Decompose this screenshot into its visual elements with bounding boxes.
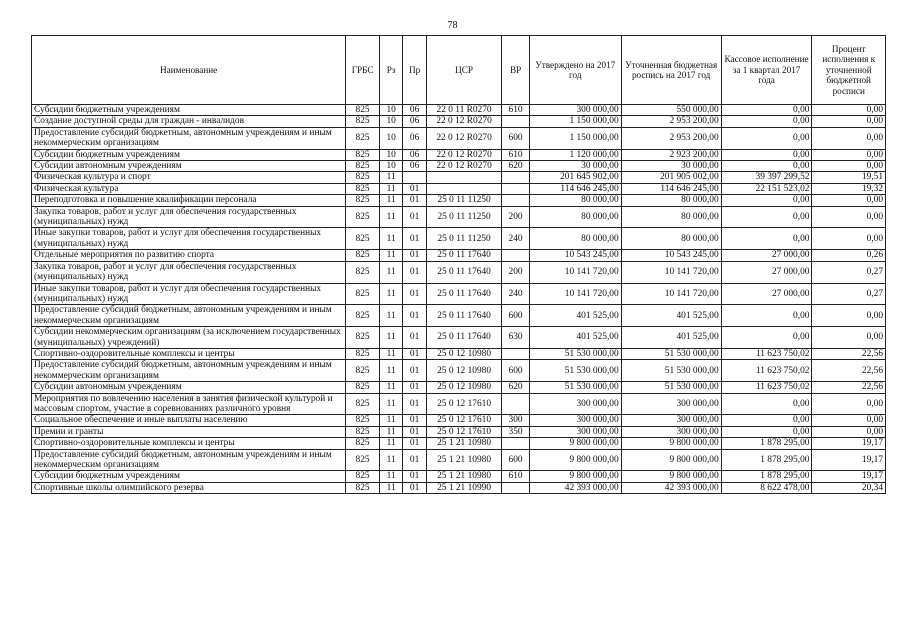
table-row bbox=[32, 127, 886, 149]
cell-pr: 01 bbox=[403, 415, 426, 426]
cell-refined: 9 800 000,00 bbox=[621, 471, 721, 482]
cell-approved: 300 000,00 bbox=[529, 415, 621, 426]
cell-name: Субсидии бюджетным учреждениям bbox=[32, 149, 346, 160]
cell-name: Создание доступной среды для граждан - инвалидов bbox=[32, 116, 346, 127]
cell-grbs: 825 bbox=[346, 105, 380, 116]
cell-vr: 630 bbox=[502, 327, 530, 349]
cell-percent: 0,00 bbox=[812, 327, 886, 349]
cell-approved: 1 150 000,00 bbox=[529, 116, 621, 127]
cell-cash: 11 623 750,02 bbox=[721, 360, 812, 382]
cell-pr: 06 bbox=[403, 105, 426, 116]
cell-grbs: 825 bbox=[346, 283, 380, 305]
cell-refined: 51 530 000,00 bbox=[621, 382, 721, 393]
cell-grbs: 825 bbox=[346, 261, 380, 283]
cell-rz: 11 bbox=[379, 482, 402, 493]
cell-name: Премии и гранты bbox=[32, 426, 346, 437]
table-row bbox=[32, 149, 886, 160]
cell-approved: 9 800 000,00 bbox=[529, 438, 621, 449]
cell-rz: 11 bbox=[379, 327, 402, 349]
cell-cash: 0,00 bbox=[721, 161, 812, 172]
table-row bbox=[32, 261, 886, 283]
cell-vr bbox=[502, 348, 530, 359]
cell-grbs: 825 bbox=[346, 228, 380, 250]
cell-rz: 10 bbox=[379, 105, 402, 116]
header-grbs: ГРБС bbox=[346, 36, 380, 105]
cell-csr: 25 1 21 10980 bbox=[426, 471, 502, 482]
cell-pr: 01 bbox=[403, 382, 426, 393]
cell-approved: 10 141 720,00 bbox=[529, 283, 621, 305]
cell-csr: 25 1 21 10980 bbox=[426, 438, 502, 449]
cell-csr: 25 1 21 10990 bbox=[426, 482, 502, 493]
table-row bbox=[32, 426, 886, 437]
table-row bbox=[32, 250, 886, 261]
cell-cash: 0,00 bbox=[721, 426, 812, 437]
cell-vr: 600 bbox=[502, 449, 530, 471]
cell-cash: 0,00 bbox=[721, 195, 812, 206]
cell-csr: 25 0 12 17610 bbox=[426, 426, 502, 437]
table-row bbox=[32, 183, 886, 194]
cell-percent: 0,00 bbox=[812, 161, 886, 172]
cell-percent: 0,00 bbox=[812, 415, 886, 426]
cell-vr: 600 bbox=[502, 127, 530, 149]
cell-cash: 11 623 750,02 bbox=[721, 382, 812, 393]
cell-name: Иные закупки товаров, работ и услуг для обеспечения государственных (муниципальных) нужд bbox=[32, 283, 346, 305]
cell-vr bbox=[502, 438, 530, 449]
cell-pr: 01 bbox=[403, 393, 426, 415]
cell-vr: 600 bbox=[502, 360, 530, 382]
cell-csr: 25 1 21 10980 bbox=[426, 449, 502, 471]
cell-percent: 19,17 bbox=[812, 438, 886, 449]
cell-name: Субсидии бюджетным учреждениям bbox=[32, 471, 346, 482]
cell-rz: 11 bbox=[379, 393, 402, 415]
cell-refined: 9 800 000,00 bbox=[621, 438, 721, 449]
cell-vr: 600 bbox=[502, 305, 530, 327]
table-row bbox=[32, 482, 886, 493]
cell-refined: 9 800 000,00 bbox=[621, 449, 721, 471]
cell-csr: 22 0 12 R0270 bbox=[426, 127, 502, 149]
cell-pr bbox=[403, 172, 426, 183]
cell-csr: 25 0 12 10980 bbox=[426, 348, 502, 359]
cell-pr: 01 bbox=[403, 482, 426, 493]
cell-cash: 8 622 478,00 bbox=[721, 482, 812, 493]
cell-grbs: 825 bbox=[346, 438, 380, 449]
cell-csr: 25 0 11 17640 bbox=[426, 283, 502, 305]
cell-cash: 0,00 bbox=[721, 327, 812, 349]
cell-rz: 11 bbox=[379, 449, 402, 471]
cell-pr: 01 bbox=[403, 206, 426, 228]
cell-name: Предоставление субсидий бюджетным, автономным учреждениям и иным некоммерческим организациям bbox=[32, 449, 346, 471]
cell-name: Спортивно-оздоровительные комплексы и центры bbox=[32, 348, 346, 359]
cell-name: Предоставление субсидий бюджетным, автономным учреждениям и иным некоммерческим организациям bbox=[32, 305, 346, 327]
cell-refined: 300 000,00 bbox=[621, 393, 721, 415]
cell-refined: 51 530 000,00 bbox=[621, 348, 721, 359]
cell-name: Предоставление субсидий бюджетным, автономным учреждениям и иным некоммерческим организациям bbox=[32, 360, 346, 382]
cell-pr: 01 bbox=[403, 348, 426, 359]
cell-refined: 42 393 000,00 bbox=[621, 482, 721, 493]
cell-vr: 610 bbox=[502, 149, 530, 160]
cell-percent: 0,00 bbox=[812, 149, 886, 160]
table-row bbox=[32, 415, 886, 426]
cell-rz: 11 bbox=[379, 250, 402, 261]
cell-cash: 0,00 bbox=[721, 228, 812, 250]
cell-grbs: 825 bbox=[346, 382, 380, 393]
cell-grbs: 825 bbox=[346, 348, 380, 359]
cell-csr: 25 0 12 10980 bbox=[426, 360, 502, 382]
cell-cash: 1 878 295,00 bbox=[721, 438, 812, 449]
cell-rz: 11 bbox=[379, 261, 402, 283]
cell-csr: 25 0 11 11250 bbox=[426, 228, 502, 250]
cell-pr: 06 bbox=[403, 149, 426, 160]
cell-name: Субсидии автономным учреждениям bbox=[32, 161, 346, 172]
cell-refined: 51 530 000,00 bbox=[621, 360, 721, 382]
table-row bbox=[32, 360, 886, 382]
cell-grbs: 825 bbox=[346, 149, 380, 160]
cell-name: Предоставление субсидий бюджетным, автономным учреждениям и иным некоммерческим организациям bbox=[32, 127, 346, 149]
header-approved: Утверждено на 2017 год bbox=[529, 36, 621, 105]
cell-cash: 27 000,00 bbox=[721, 283, 812, 305]
cell-percent: 0,00 bbox=[812, 195, 886, 206]
cell-approved: 42 393 000,00 bbox=[529, 482, 621, 493]
cell-name: Физическая культура bbox=[32, 183, 346, 194]
cell-rz: 11 bbox=[379, 382, 402, 393]
table-row bbox=[32, 283, 886, 305]
cell-refined: 401 525,00 bbox=[621, 305, 721, 327]
cell-percent: 19,32 bbox=[812, 183, 886, 194]
cell-refined: 201 905 002,00 bbox=[621, 172, 721, 183]
cell-name: Субсидии бюджетным учреждениям bbox=[32, 105, 346, 116]
page-number: 78 bbox=[447, 20, 458, 31]
cell-csr: 25 0 11 17640 bbox=[426, 250, 502, 261]
cell-csr: 25 0 11 11250 bbox=[426, 195, 502, 206]
cell-name: Спортивные школы олимпийского резерва bbox=[32, 482, 346, 493]
cell-cash: 39 397 299,52 bbox=[721, 172, 812, 183]
cell-rz: 11 bbox=[379, 228, 402, 250]
table-row bbox=[32, 206, 886, 228]
cell-csr: 22 0 12 R0270 bbox=[426, 149, 502, 160]
cell-vr bbox=[502, 250, 530, 261]
header-cash: Кассовое исполнение за 1 квартал 2017 года bbox=[721, 36, 812, 105]
cell-pr: 01 bbox=[403, 426, 426, 437]
cell-grbs: 825 bbox=[346, 426, 380, 437]
cell-percent: 0,00 bbox=[812, 206, 886, 228]
cell-percent: 19,17 bbox=[812, 449, 886, 471]
cell-csr: 25 0 12 10980 bbox=[426, 382, 502, 393]
cell-pr: 01 bbox=[403, 195, 426, 206]
cell-cash: 0,00 bbox=[721, 393, 812, 415]
header-name: Наименование bbox=[32, 36, 346, 105]
cell-pr: 01 bbox=[403, 438, 426, 449]
cell-refined: 300 000,00 bbox=[621, 415, 721, 426]
table-row bbox=[32, 438, 886, 449]
cell-vr: 240 bbox=[502, 283, 530, 305]
cell-csr: 25 0 12 17610 bbox=[426, 415, 502, 426]
cell-approved: 10 543 245,00 bbox=[529, 250, 621, 261]
cell-vr bbox=[502, 393, 530, 415]
cell-vr: 240 bbox=[502, 228, 530, 250]
cell-grbs: 825 bbox=[346, 116, 380, 127]
cell-vr bbox=[502, 482, 530, 493]
cell-name: Спортивно-оздоровительные комплексы и центры bbox=[32, 438, 346, 449]
cell-grbs: 825 bbox=[346, 250, 380, 261]
cell-percent: 0,00 bbox=[812, 228, 886, 250]
cell-refined: 114 646 245,00 bbox=[621, 183, 721, 194]
cell-refined: 2 953 200,00 bbox=[621, 127, 721, 149]
cell-approved: 9 800 000,00 bbox=[529, 471, 621, 482]
cell-rz: 11 bbox=[379, 438, 402, 449]
cell-rz: 11 bbox=[379, 415, 402, 426]
cell-name: Субсидии автономным учреждениям bbox=[32, 382, 346, 393]
cell-approved: 114 646 245,00 bbox=[529, 183, 621, 194]
cell-cash: 27 000,00 bbox=[721, 261, 812, 283]
table-row bbox=[32, 228, 886, 250]
cell-refined: 10 543 245,00 bbox=[621, 250, 721, 261]
cell-grbs: 825 bbox=[346, 471, 380, 482]
cell-pr: 01 bbox=[403, 305, 426, 327]
cell-pr: 01 bbox=[403, 449, 426, 471]
cell-pr: 01 bbox=[403, 261, 426, 283]
cell-approved: 300 000,00 bbox=[529, 426, 621, 437]
cell-rz: 11 bbox=[379, 283, 402, 305]
cell-approved: 80 000,00 bbox=[529, 206, 621, 228]
cell-approved: 80 000,00 bbox=[529, 228, 621, 250]
cell-percent: 0,00 bbox=[812, 393, 886, 415]
cell-csr: 25 0 12 17610 bbox=[426, 393, 502, 415]
cell-csr bbox=[426, 172, 502, 183]
header-pr: Пр bbox=[403, 36, 426, 105]
table-row bbox=[32, 471, 886, 482]
cell-percent: 22,56 bbox=[812, 348, 886, 359]
cell-refined: 80 000,00 bbox=[621, 206, 721, 228]
cell-grbs: 825 bbox=[346, 305, 380, 327]
cell-name: Закупка товаров, работ и услуг для обеспечения государственных (муниципальных) нужд bbox=[32, 261, 346, 283]
cell-pr: 06 bbox=[403, 127, 426, 149]
cell-vr: 300 bbox=[502, 415, 530, 426]
table-row bbox=[32, 172, 886, 183]
cell-vr: 610 bbox=[502, 105, 530, 116]
cell-name: Закупка товаров, работ и услуг для обеспечения государственных (муниципальных) нужд bbox=[32, 206, 346, 228]
cell-csr: 25 0 11 11250 bbox=[426, 206, 502, 228]
cell-approved: 201 645 902,00 bbox=[529, 172, 621, 183]
cell-csr: 25 0 11 17640 bbox=[426, 305, 502, 327]
table-row bbox=[32, 105, 886, 116]
cell-percent: 0,26 bbox=[812, 250, 886, 261]
cell-percent: 0,00 bbox=[812, 127, 886, 149]
table-row bbox=[32, 327, 886, 349]
cell-grbs: 825 bbox=[346, 415, 380, 426]
cell-percent: 0,00 bbox=[812, 116, 886, 127]
header-percent: Процент исполнения к уточненной бюджетной росписи bbox=[812, 36, 886, 105]
cell-cash: 27 000,00 bbox=[721, 250, 812, 261]
cell-refined: 10 141 720,00 bbox=[621, 283, 721, 305]
cell-refined: 80 000,00 bbox=[621, 195, 721, 206]
cell-rz: 10 bbox=[379, 116, 402, 127]
cell-vr: 200 bbox=[502, 206, 530, 228]
cell-approved: 51 530 000,00 bbox=[529, 360, 621, 382]
cell-refined: 550 000,00 bbox=[621, 105, 721, 116]
cell-approved: 300 000,00 bbox=[529, 393, 621, 415]
cell-rz: 10 bbox=[379, 127, 402, 149]
cell-percent: 0,27 bbox=[812, 283, 886, 305]
cell-grbs: 825 bbox=[346, 206, 380, 228]
table-header-row bbox=[32, 36, 886, 105]
cell-percent: 19,17 bbox=[812, 471, 886, 482]
cell-cash: 0,00 bbox=[721, 415, 812, 426]
cell-rz: 11 bbox=[379, 172, 402, 183]
cell-rz: 11 bbox=[379, 348, 402, 359]
cell-approved: 401 525,00 bbox=[529, 305, 621, 327]
cell-pr: 01 bbox=[403, 283, 426, 305]
budget-table bbox=[31, 35, 886, 494]
cell-vr: 200 bbox=[502, 261, 530, 283]
cell-rz: 11 bbox=[379, 305, 402, 327]
cell-rz: 11 bbox=[379, 183, 402, 194]
cell-rz: 11 bbox=[379, 426, 402, 437]
cell-pr: 01 bbox=[403, 250, 426, 261]
table-body bbox=[32, 105, 886, 494]
cell-cash: 0,00 bbox=[721, 305, 812, 327]
cell-approved: 401 525,00 bbox=[529, 327, 621, 349]
cell-approved: 51 530 000,00 bbox=[529, 382, 621, 393]
cell-vr: 620 bbox=[502, 161, 530, 172]
header-refined: Уточненная бюджетная роспись на 2017 год bbox=[621, 36, 721, 105]
cell-name: Переподготовка и повышение квалификации персонала bbox=[32, 195, 346, 206]
cell-approved: 10 141 720,00 bbox=[529, 261, 621, 283]
cell-refined: 2 953 200,00 bbox=[621, 116, 721, 127]
cell-vr: 620 bbox=[502, 382, 530, 393]
cell-rz: 11 bbox=[379, 471, 402, 482]
cell-rz: 11 bbox=[379, 360, 402, 382]
cell-name: Социальное обеспечение и иные выплаты населению bbox=[32, 415, 346, 426]
cell-pr: 01 bbox=[403, 228, 426, 250]
header-vr: ВР bbox=[502, 36, 530, 105]
cell-approved: 51 530 000,00 bbox=[529, 348, 621, 359]
cell-grbs: 825 bbox=[346, 360, 380, 382]
cell-grbs: 825 bbox=[346, 393, 380, 415]
cell-rz: 10 bbox=[379, 149, 402, 160]
cell-cash: 1 878 295,00 bbox=[721, 449, 812, 471]
cell-grbs: 825 bbox=[346, 449, 380, 471]
cell-percent: 0,00 bbox=[812, 426, 886, 437]
cell-approved: 300 000,00 bbox=[529, 105, 621, 116]
cell-name: Иные закупки товаров, работ и услуг для обеспечения государственных (муниципальных) нужд bbox=[32, 228, 346, 250]
cell-grbs: 825 bbox=[346, 183, 380, 194]
cell-cash: 0,00 bbox=[721, 116, 812, 127]
cell-refined: 300 000,00 bbox=[621, 426, 721, 437]
cell-grbs: 825 bbox=[346, 482, 380, 493]
cell-percent: 22,56 bbox=[812, 360, 886, 382]
cell-csr bbox=[426, 183, 502, 194]
cell-refined: 401 525,00 bbox=[621, 327, 721, 349]
cell-name: Мероприятия по вовлечению населения в занятия физической культурой и массовым спортом, участие в соревнованиях различного уровня bbox=[32, 393, 346, 415]
cell-refined: 30 000,00 bbox=[621, 161, 721, 172]
cell-cash: 0,00 bbox=[721, 105, 812, 116]
table-row bbox=[32, 195, 886, 206]
cell-approved: 80 000,00 bbox=[529, 195, 621, 206]
cell-grbs: 825 bbox=[346, 127, 380, 149]
cell-name: Субсидии некоммерческим организациям (за исключением государственных (муниципальных) учреждений) bbox=[32, 327, 346, 349]
cell-approved: 1 150 000,00 bbox=[529, 127, 621, 149]
cell-approved: 30 000,00 bbox=[529, 161, 621, 172]
cell-percent: 20,34 bbox=[812, 482, 886, 493]
cell-csr: 22 0 12 R0270 bbox=[426, 116, 502, 127]
cell-approved: 9 800 000,00 bbox=[529, 449, 621, 471]
cell-rz: 10 bbox=[379, 161, 402, 172]
cell-cash: 0,00 bbox=[721, 149, 812, 160]
cell-refined: 80 000,00 bbox=[621, 228, 721, 250]
cell-grbs: 825 bbox=[346, 195, 380, 206]
cell-grbs: 825 bbox=[346, 327, 380, 349]
cell-refined: 10 141 720,00 bbox=[621, 261, 721, 283]
cell-name: Физическая культура и спорт bbox=[32, 172, 346, 183]
cell-cash: 22 151 523,02 bbox=[721, 183, 812, 194]
cell-csr: 22 0 12 R0270 bbox=[426, 161, 502, 172]
cell-rz: 11 bbox=[379, 195, 402, 206]
cell-vr bbox=[502, 183, 530, 194]
cell-csr: 25 0 11 17640 bbox=[426, 261, 502, 283]
cell-percent: 0,27 bbox=[812, 261, 886, 283]
cell-pr: 06 bbox=[403, 161, 426, 172]
cell-pr: 01 bbox=[403, 183, 426, 194]
cell-percent: 19,51 bbox=[812, 172, 886, 183]
cell-refined: 2 923 200,00 bbox=[621, 149, 721, 160]
cell-pr: 01 bbox=[403, 327, 426, 349]
cell-pr: 01 bbox=[403, 360, 426, 382]
cell-vr: 610 bbox=[502, 471, 530, 482]
cell-cash: 0,00 bbox=[721, 127, 812, 149]
cell-vr: 350 bbox=[502, 426, 530, 437]
cell-vr bbox=[502, 116, 530, 127]
table-row bbox=[32, 116, 886, 127]
header-rz: Рз bbox=[379, 36, 402, 105]
table-row bbox=[32, 382, 886, 393]
table-row bbox=[32, 348, 886, 359]
cell-approved: 1 120 000,00 bbox=[529, 149, 621, 160]
cell-grbs: 825 bbox=[346, 172, 380, 183]
cell-percent: 0,00 bbox=[812, 305, 886, 327]
cell-cash: 0,00 bbox=[721, 206, 812, 228]
table-row bbox=[32, 449, 886, 471]
cell-vr bbox=[502, 172, 530, 183]
table-row bbox=[32, 393, 886, 415]
cell-csr: 22 0 11 R0270 bbox=[426, 105, 502, 116]
cell-csr: 25 0 11 17640 bbox=[426, 327, 502, 349]
cell-cash: 1 878 295,00 bbox=[721, 471, 812, 482]
table-row bbox=[32, 161, 886, 172]
cell-cash: 11 623 750,02 bbox=[721, 348, 812, 359]
cell-percent: 0,00 bbox=[812, 105, 886, 116]
cell-vr bbox=[502, 195, 530, 206]
cell-percent: 22,56 bbox=[812, 382, 886, 393]
cell-rz: 11 bbox=[379, 206, 402, 228]
header-csr: ЦСР bbox=[426, 36, 502, 105]
cell-grbs: 825 bbox=[346, 161, 380, 172]
cell-pr: 01 bbox=[403, 471, 426, 482]
cell-pr: 06 bbox=[403, 116, 426, 127]
cell-name: Отдельные мероприятия по развитию спорта bbox=[32, 250, 346, 261]
table-row bbox=[32, 305, 886, 327]
